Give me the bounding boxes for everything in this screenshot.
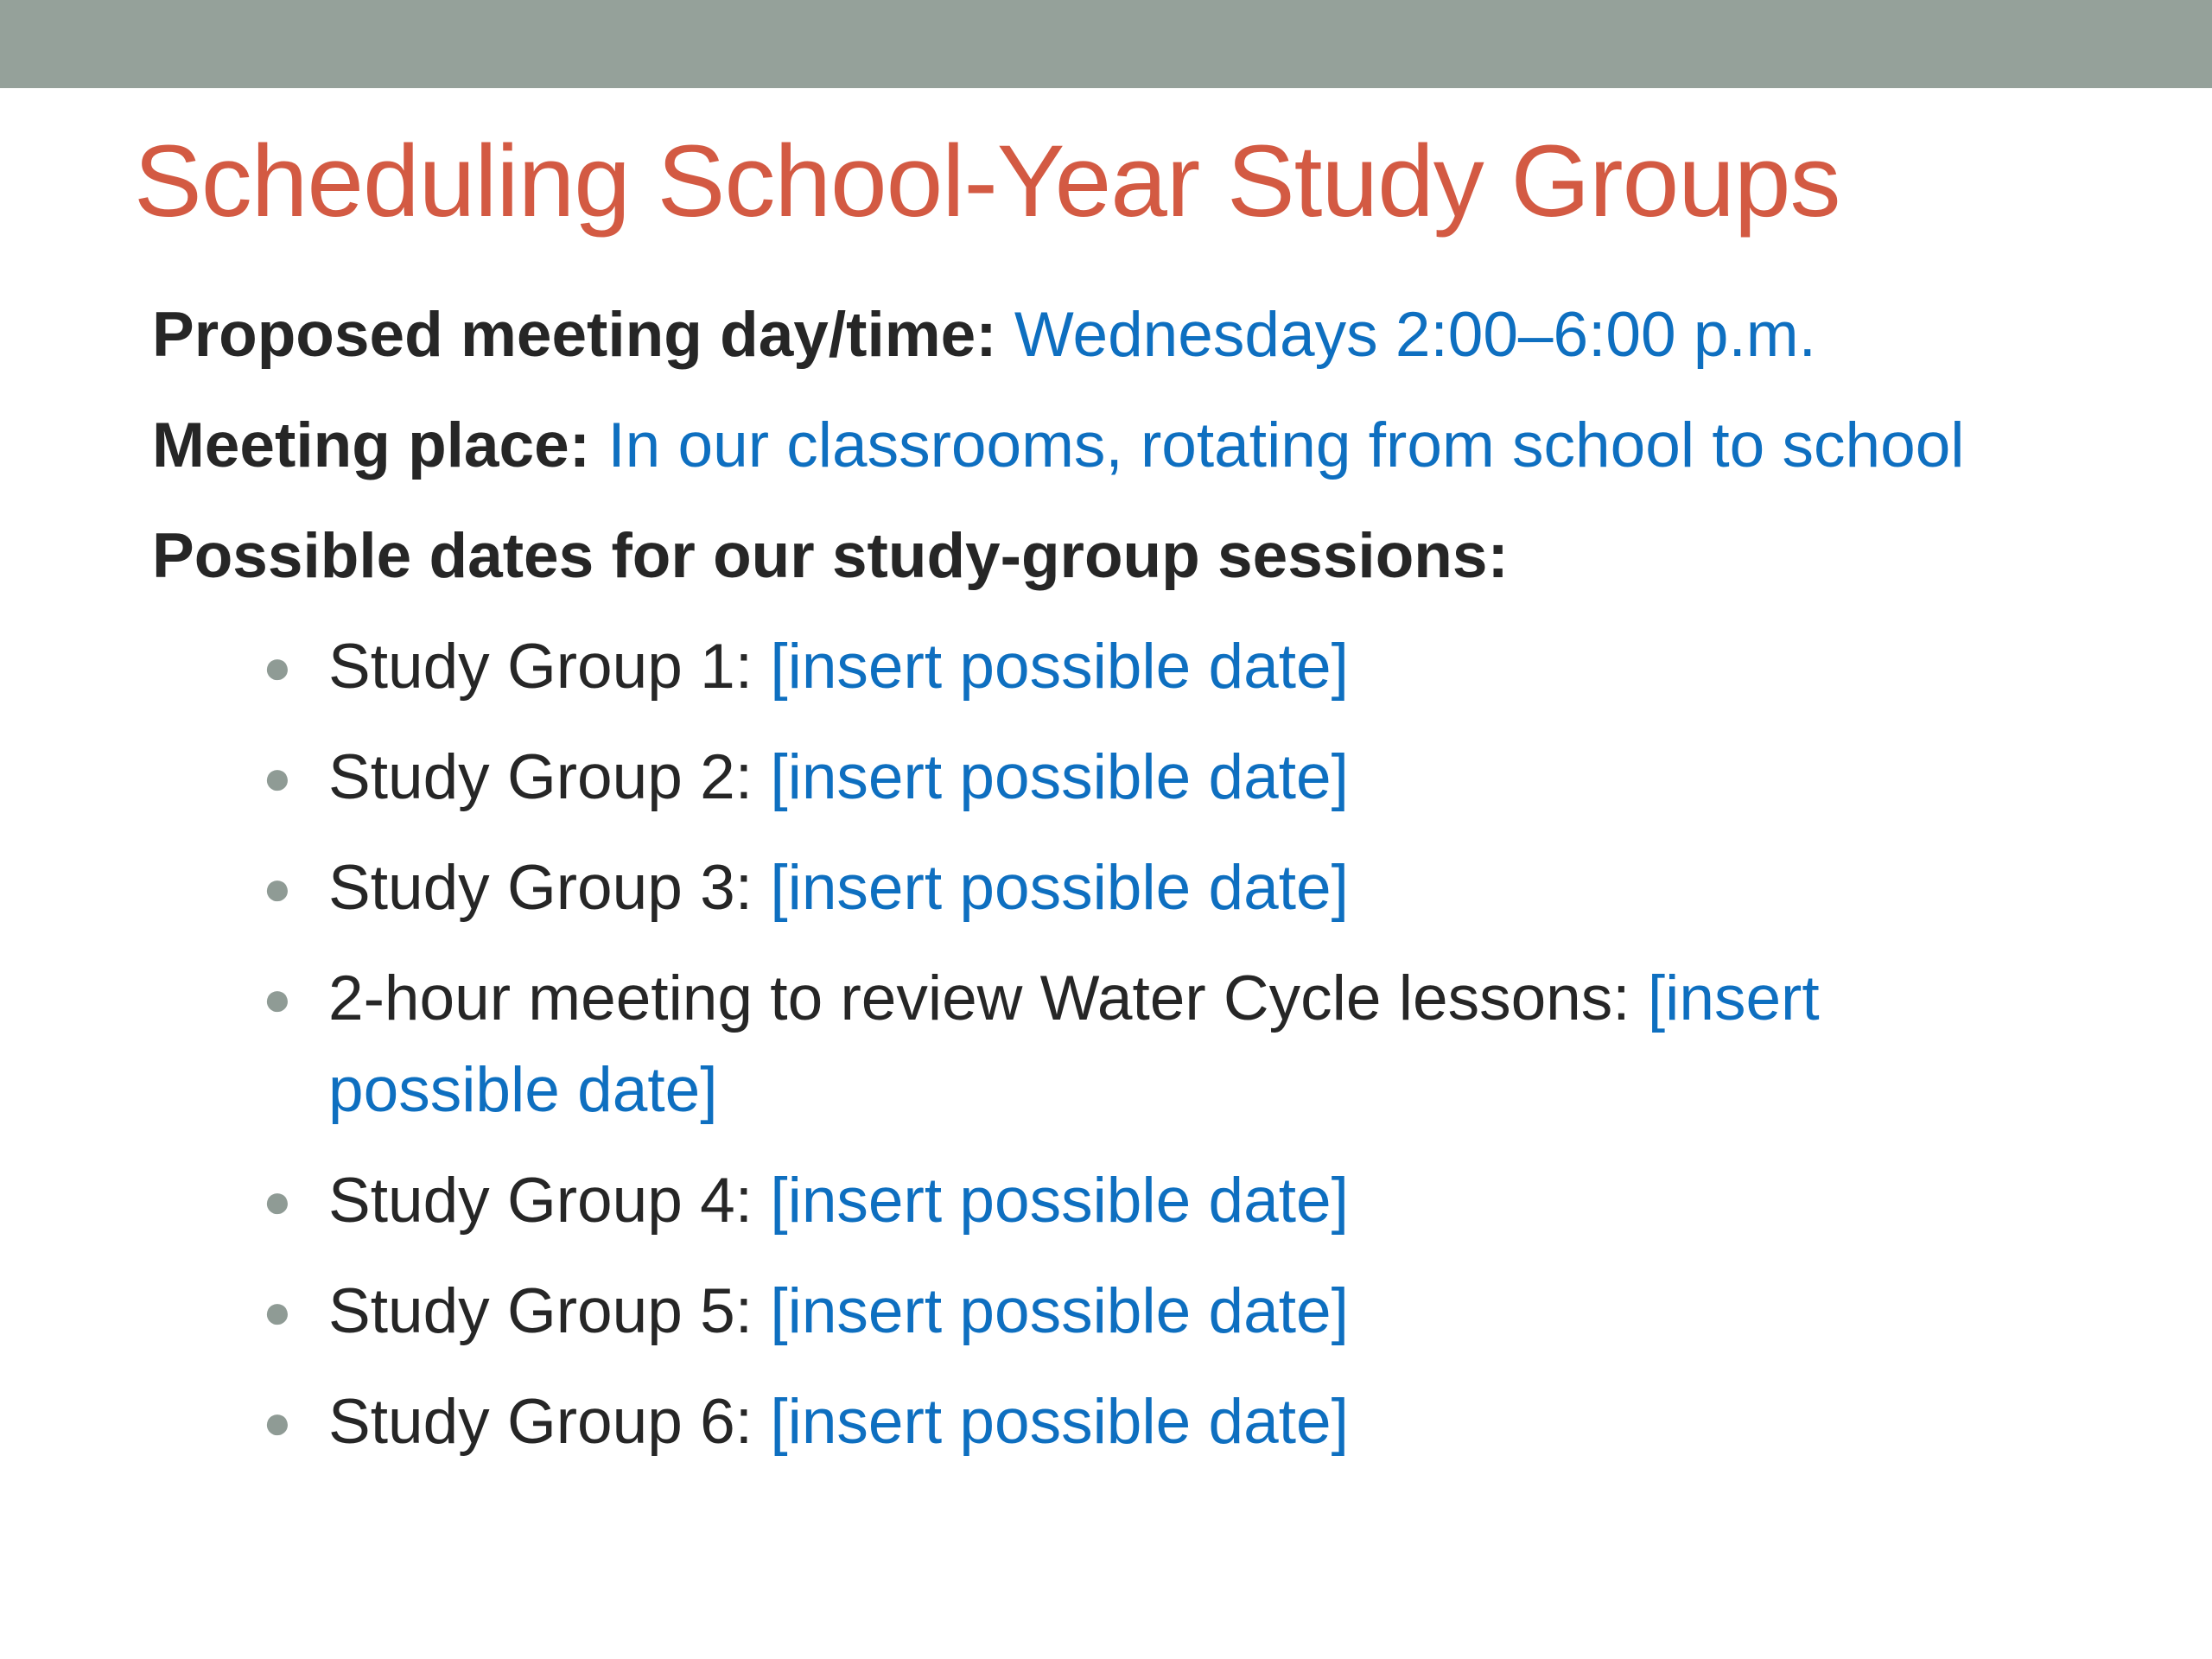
date-placeholder: [insert possible date]: [770, 1387, 1349, 1457]
possible-dates-heading: [152, 511, 2010, 602]
meeting-time-line: [152, 289, 2010, 381]
list-item: [152, 732, 2010, 823]
list-item: [152, 953, 2010, 1136]
session-label: Study Group 2:: [328, 742, 753, 812]
bullet-dot-icon: ●: [263, 750, 292, 804]
date-placeholder: [insert possible date]: [770, 742, 1349, 812]
bullet-dot-icon: ●: [263, 639, 292, 694]
session-label: Study Group 4:: [328, 1166, 753, 1236]
list-item: [152, 842, 2010, 934]
date-placeholder: [insert possible date]: [770, 1276, 1349, 1346]
list-item: [152, 1266, 2010, 1357]
meeting-place-label: Meeting place:: [152, 410, 591, 480]
bullet-dot-icon: ●: [263, 1395, 292, 1449]
date-placeholder: [insert possible date]: [770, 632, 1349, 702]
bullet-dot-icon: ●: [263, 861, 292, 915]
bullet-dot-icon: ●: [263, 1173, 292, 1228]
session-list: [152, 621, 2010, 1468]
meeting-time-label: Proposed meeting day/time:: [152, 300, 997, 370]
possible-dates-label: Possible dates for our study-group sessions:: [152, 521, 1509, 591]
header-band: [0, 0, 2212, 88]
session-label: Study Group 5:: [328, 1276, 753, 1346]
session-label: Study Group 6:: [328, 1387, 753, 1457]
list-item: [152, 1155, 2010, 1247]
slide-title: Scheduling School-Year Study Groups: [134, 124, 1840, 238]
meeting-place-line: [152, 400, 2010, 492]
slide-body: [152, 289, 2010, 1487]
list-item: [152, 621, 2010, 713]
session-label: Study Group 3:: [328, 853, 753, 923]
bullet-dot-icon: ●: [263, 971, 292, 1026]
date-placeholder: [insert possible date]: [770, 853, 1349, 923]
session-label: 2-hour meeting to review Water Cycle lessons:: [328, 963, 1630, 1033]
session-label: Study Group 1:: [328, 632, 753, 702]
bullet-dot-icon: ●: [263, 1284, 292, 1338]
list-item: [152, 1376, 2010, 1468]
meeting-place-value: In our classrooms, rotating from school to school: [607, 410, 1965, 480]
date-placeholder: [insert possible date]: [328, 963, 1820, 1125]
meeting-time-value: Wednesdays 2:00–6:00 p.m.: [1014, 300, 1816, 370]
date-placeholder: [insert possible date]: [770, 1166, 1349, 1236]
